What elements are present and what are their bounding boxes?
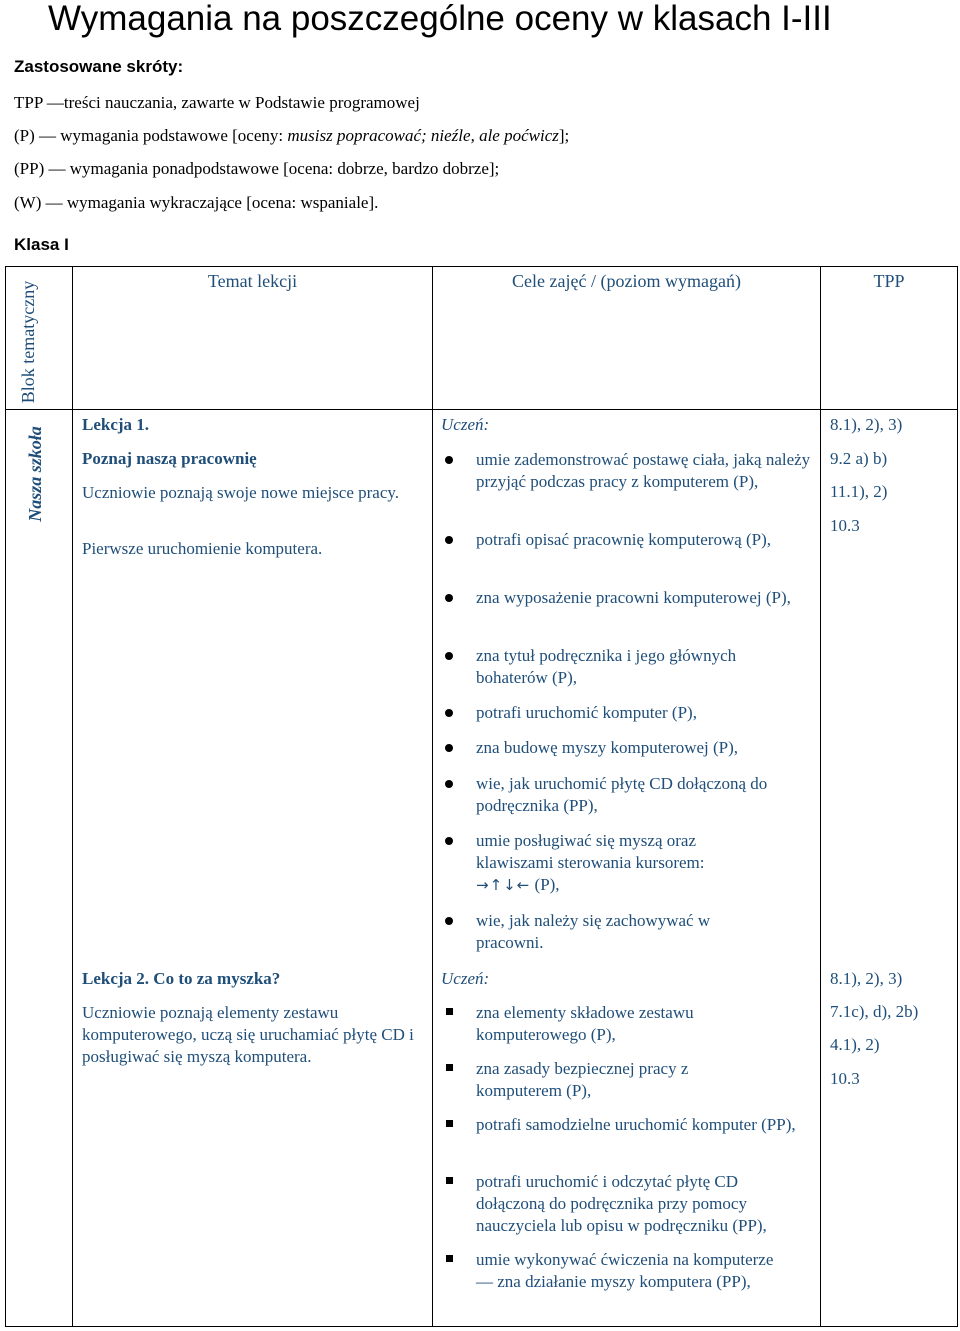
bullet-icon — [445, 536, 453, 544]
lesson-2-description: Uczniowie poznają elementy zestawu komputerowego, uczą się uruchamiać płytę CD i posługiwać się myszą komputera. — [82, 1003, 414, 1066]
lesson-2-student-label: Uczeń: — [441, 969, 490, 988]
lesson-1-objective: zna wyposażenie pracowni komputerowej (P), — [476, 588, 791, 607]
lesson-2-objective: potrafi uruchomić i odczytać płytę CD dołączoną do podręcznika przy pomocy nauczyciela lub opisu w podręczniku (PP), — [476, 1172, 767, 1235]
abbreviation-tpp: TPP —treści nauczania, zawarte w Podstawie programowej — [14, 93, 420, 112]
lesson-1-description: Uczniowie poznają swoje nowe miejsce pracy. — [82, 483, 400, 502]
lesson-1-objective: zna budowę myszy komputerowej (P), — [476, 738, 739, 757]
header-goals: Cele zajęć / (poziom wymagań) — [512, 271, 741, 291]
table-border-top — [5, 266, 958, 267]
square-bullet-icon — [446, 1008, 453, 1015]
lesson-1-objective: potrafi opisać pracownię komputerową (P), — [476, 530, 772, 549]
table-border-right — [957, 266, 958, 1327]
lesson-2-objective: umie wykonywać ćwiczenia na komputerze — zna działanie myszy komputera (PP), — [476, 1250, 774, 1291]
bullet-icon — [445, 456, 453, 464]
lesson-1-description: Pierwsze uruchomienie komputera. — [82, 539, 323, 558]
lesson-1-tpp: 8.1), 2), 3) — [830, 415, 903, 434]
lesson-1-objective: wie, jak należy się zachowywać w pracowni. — [476, 911, 711, 952]
lesson-1-student-label: Uczeń: — [441, 415, 490, 434]
lesson-1-number: Lekcja 1. — [82, 415, 150, 434]
lesson-1-subtitle: Poznaj naszą pracownię — [82, 449, 257, 468]
lesson-2-tpp: 4.1), 2) — [830, 1035, 880, 1054]
lesson-2-objective: zna elementy składowe zestawu komputerowego (P), — [476, 1003, 694, 1044]
column-divider-block — [72, 266, 73, 1327]
header-divider — [5, 409, 958, 410]
square-bullet-icon — [446, 1255, 453, 1262]
lesson-1-tpp: 11.1), 2) — [830, 482, 888, 501]
header-block: Blok tematyczny — [18, 280, 38, 404]
abbreviations-heading: Zastosowane skróty: — [14, 57, 184, 76]
lesson-1-objective: zna tytuł podręcznika i jego głównych bohaterów (P), — [476, 646, 737, 687]
lesson-1-objective: umie zademonstrować postawę ciała, jaką należy przyjąć podczas pracy z komputerem (P), — [476, 450, 811, 491]
lesson-2-number: Lekcja 2. Co to za myszka? — [82, 969, 281, 988]
bullet-icon — [445, 917, 453, 925]
bullet-icon — [445, 652, 453, 660]
lesson-1-objective: potrafi uruchomić komputer (P), — [476, 703, 697, 722]
bullet-icon — [445, 780, 453, 788]
lesson-2-tpp: 8.1), 2), 3) — [830, 969, 903, 988]
lesson-1-objective: umie posługiwać się myszą oraz klawiszami sterowania kursorem: →↑↓← (P), — [476, 831, 705, 894]
lesson-2-objective: potrafi samodzielne uruchomić komputer (PP), — [476, 1115, 796, 1134]
square-bullet-icon — [446, 1120, 453, 1127]
bullet-icon — [445, 594, 453, 602]
lesson-1-tpp: 10.3 — [830, 516, 860, 535]
page-title: Wymagania na poszczególne oceny w klasach I-III — [48, 0, 832, 38]
bullet-icon — [445, 837, 453, 845]
lesson-1-objective: wie, jak uruchomić płytę CD dołączoną do podręcznika (PP), — [476, 774, 768, 815]
abbreviation-pp: (PP) — wymagania ponadpodstawowe [ocena: dobrze, bardzo dobrze]; — [14, 159, 500, 178]
column-divider-goals — [820, 266, 821, 1327]
abbreviation-p: (P) — wymagania podstawowe [oceny: musisz popracować; nieźle, ale poćwicz]; — [14, 126, 570, 145]
lesson-2-objective: zna zasady bezpiecznej pracy z komputerem (P), — [476, 1059, 689, 1100]
lesson-2-tpp: 7.1c), d), 2b) — [830, 1002, 919, 1021]
header-tpp: TPP — [873, 271, 905, 291]
arrow-keys-icon: →↑↓← — [476, 876, 531, 894]
table-border-left — [5, 266, 6, 1327]
bullet-icon — [445, 709, 453, 717]
column-divider-topic — [432, 266, 433, 1327]
table-border-bottom — [5, 1326, 958, 1327]
class-label: Klasa I — [14, 235, 69, 254]
square-bullet-icon — [446, 1177, 453, 1184]
bullet-icon — [445, 744, 453, 752]
block-name: Nasza szkoła — [25, 426, 45, 522]
lesson-1-tpp: 9.2 a) b) — [830, 449, 888, 468]
square-bullet-icon — [446, 1064, 453, 1071]
header-topic: Temat lekcji — [207, 271, 298, 291]
lesson-2-tpp: 10.3 — [830, 1069, 860, 1088]
abbreviation-w: (W) — wymagania wykraczające [ocena: wspaniale]. — [14, 193, 379, 212]
